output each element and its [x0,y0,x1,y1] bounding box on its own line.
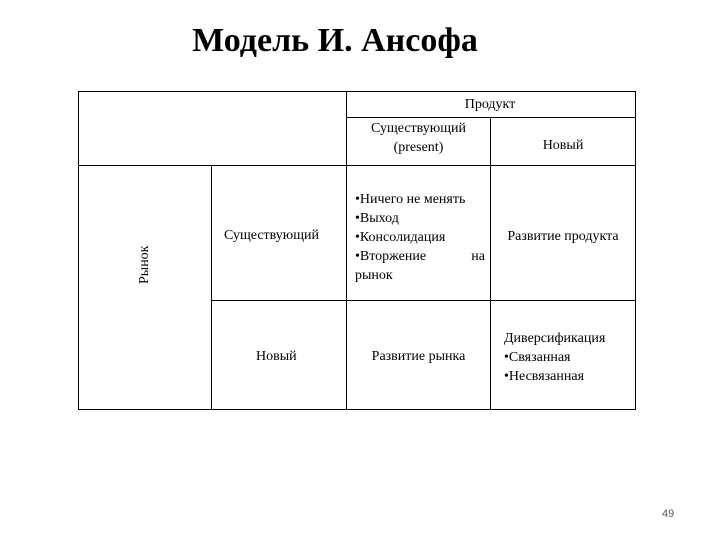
existing-product-label: Существующий [370,121,467,136]
page-number: 49 [662,508,675,520]
diversification-title: Диверсификация [504,331,606,346]
cell-existing-existing [355,190,485,285]
row-existing-market-label: Существующий [224,228,320,243]
list-item: •Выход [355,211,399,226]
list-item [355,247,485,266]
header-bottom-line [78,165,636,166]
list-item: •Ничего не менять [355,192,466,207]
new-product-header: Новый [542,138,584,153]
market-column-divider [211,165,212,410]
frame-right [635,91,636,410]
product-header: Продукт [464,97,516,112]
list-item-continuation: рынок [355,268,393,283]
row-divider [211,300,636,301]
list-item-word: •Вторжение [355,249,427,264]
product-columns-divider [490,117,491,410]
list-item-word: на [471,249,485,264]
cell-new-existing: Развитие рынка [371,349,466,364]
frame-top [78,91,636,92]
row-new-market-label: Новый [256,349,297,364]
list-item: •Консолидация [355,230,446,245]
cell-new-new [504,329,634,386]
page-title: Модель И. Ансофа [192,22,478,59]
product-subheader-line [346,117,636,118]
diversification-list [504,348,634,386]
list-item: •Несвязанная [504,369,585,384]
cell-existing-new: Развитие продукта [507,229,619,244]
list-item: •Связанная [504,350,571,365]
frame-left [78,91,79,410]
existing-product-sublabel: (present) [393,140,444,155]
frame-bottom [78,409,636,410]
strategy-list [355,190,485,285]
market-label: Рынок [137,245,152,284]
existing-product-header [347,119,490,157]
